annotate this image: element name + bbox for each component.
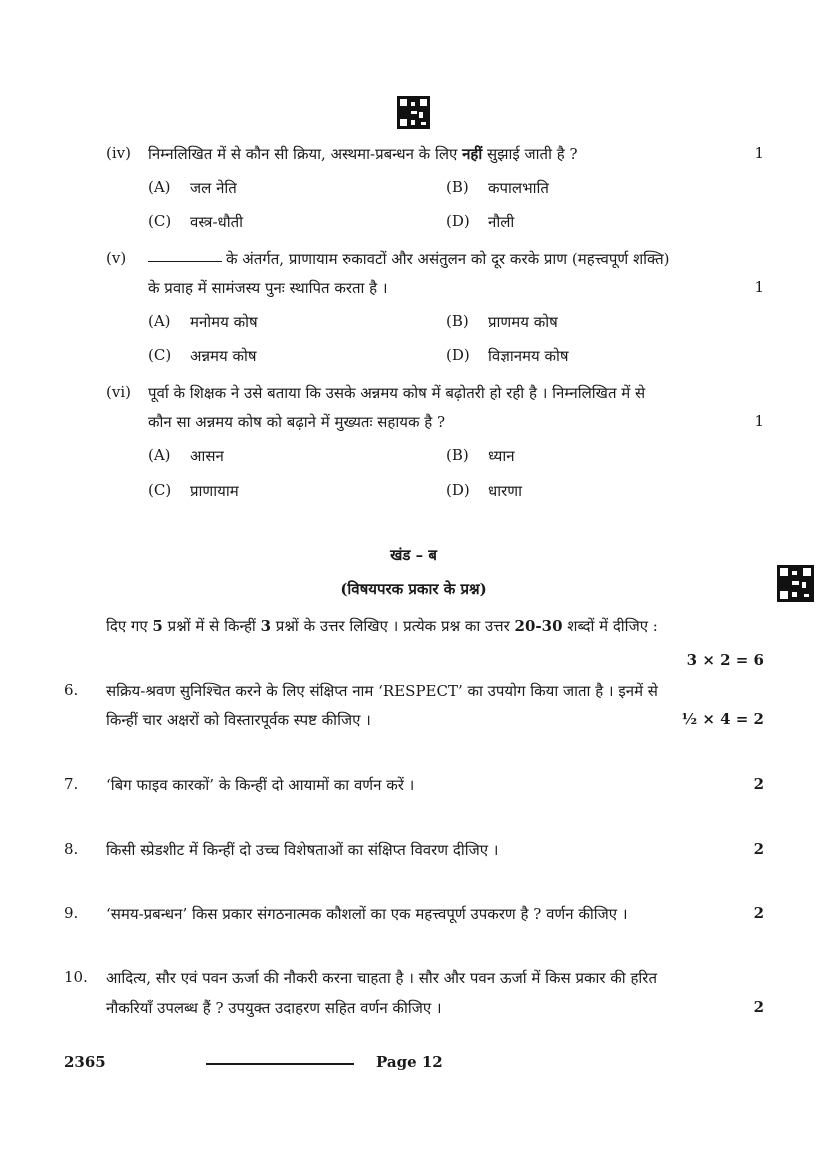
option-label: (D) (446, 346, 470, 364)
question-8-text: किसी स्प्रेडशीट में किन्हीं दो उच्च विशेषताओं का संक्षिप्त विवरण दीजिए । (106, 841, 499, 859)
question-v-line1: के अंतर्गत, प्राणायाम रुकावटों और असंतुलन को दूर करके प्राण (महत्त्वपूर्ण शक्ति) (148, 249, 670, 269)
question-6-line2: किन्हीं चार अक्षरों को विस्तारपूर्वक स्पष्ट कीजिए । (106, 711, 371, 729)
question-6-number: 6. (64, 681, 79, 699)
option-text: धारणा (488, 482, 522, 500)
question-iv-number: (iv) (106, 144, 131, 162)
option-label: (C) (148, 212, 172, 230)
option-label: (D) (446, 212, 470, 230)
option-label: (B) (446, 178, 469, 196)
question-v-marks: 1 (754, 278, 764, 296)
question-v-line2: के प्रवाह में सामंजस्य पुनः स्थापित करता है । (148, 279, 388, 297)
question-6-line1: सक्रिय-श्रवण सुनिश्चित करने के लिए संक्षिप्त नाम ‘RESPECT’ का उपयोग किया जाता है । इनमें से (106, 682, 658, 700)
option-label: (A) (148, 312, 171, 330)
question-10-line1: आदित्य, सौर एवं पवन ऊर्जा की नौकरी करना चाहता है । सौर और पवन ऊर्जा में किस प्रकार की हरित (106, 969, 657, 987)
option-label: (B) (446, 446, 469, 464)
option-label: (C) (148, 481, 172, 499)
question-7-marks: 2 (753, 775, 764, 793)
option-label: (C) (148, 346, 172, 364)
option-label: (D) (446, 481, 470, 499)
question-7-number: 7. (64, 775, 79, 793)
question-iv-text: निम्नलिखित में से कौन सी क्रिया, अस्थमा-प्रबन्धन के लिए नहीं सुझाई जाती है ? (148, 145, 578, 163)
question-10-line2: नौकरियाँ उपलब्ध हैं ? उपयुक्त उदाहरण सहित वर्णन कीजिए । (106, 999, 442, 1017)
footer-rule (206, 1063, 354, 1065)
option-text: आसन (190, 447, 224, 465)
section-title: खंड – ब (390, 546, 437, 564)
option-text: जल नेति (190, 179, 237, 197)
question-10-number: 10. (64, 968, 88, 986)
question-vi-line2: कौन सा अन्नमय कोष को बढ़ाने में मुख्यतः सहायक है ? (148, 413, 446, 431)
option-text: विज्ञानमय कोष (488, 347, 569, 365)
question-10-marks: 2 (753, 998, 764, 1016)
question-7-text: ‘बिग फाइव कारकों’ के किन्हीं दो आयामों का वर्णन करें । (106, 776, 415, 794)
option-text: नौली (488, 213, 515, 231)
option-text: कपालभाति (488, 179, 549, 197)
option-label: (B) (446, 312, 469, 330)
option-label: (A) (148, 446, 171, 464)
option-label: (A) (148, 178, 171, 196)
section-subtitle: (विषयपरक प्रकार के प्रश्न) (340, 580, 487, 598)
option-text: प्राणमय कोष (488, 313, 558, 331)
fill-in-blank (148, 260, 222, 262)
option-text: अन्नमय कोष (190, 347, 257, 365)
question-8-marks: 2 (753, 840, 764, 858)
question-6-marks: ½ × 4 = 2 (681, 710, 764, 728)
qr-code-top (397, 96, 430, 129)
option-text: ध्यान (488, 447, 515, 465)
option-text: प्राणायाम (190, 482, 239, 500)
section-total-marks: 3 × 2 = 6 (686, 651, 764, 669)
question-iv-marks: 1 (754, 144, 764, 162)
question-9-marks: 2 (753, 904, 764, 922)
question-vi-number: (vi) (106, 383, 131, 401)
option-text: वस्त्र-धौती (190, 213, 244, 231)
question-vi-line1: पूर्वा के शिक्षक ने उसे बताया कि उसके अन्नमय कोष में बढ़ोतरी हो रही है । निम्नलिखित में से (148, 384, 646, 402)
question-v-number: (v) (106, 249, 127, 267)
page-number: Page 12 (376, 1053, 443, 1071)
question-8-number: 8. (64, 840, 79, 858)
paper-code: 2365 (64, 1053, 106, 1071)
question-9-text: ‘समय-प्रबन्धन’ किस प्रकार संगठनात्मक कौशलों का एक महत्त्वपूर्ण उपकरण है ? वर्णन कीजिए । (106, 905, 628, 923)
question-9-number: 9. (64, 904, 79, 922)
section-instructions: दिए गए 5 प्रश्नों में से किन्हीं 3 प्रश्नों के उत्तर लिखिए । प्रत्येक प्रश्न का उत्तर 20-30 शब्दों में दीजिए : (106, 617, 658, 635)
option-text: मनोमय कोष (190, 313, 258, 331)
question-vi-marks: 1 (754, 412, 764, 430)
